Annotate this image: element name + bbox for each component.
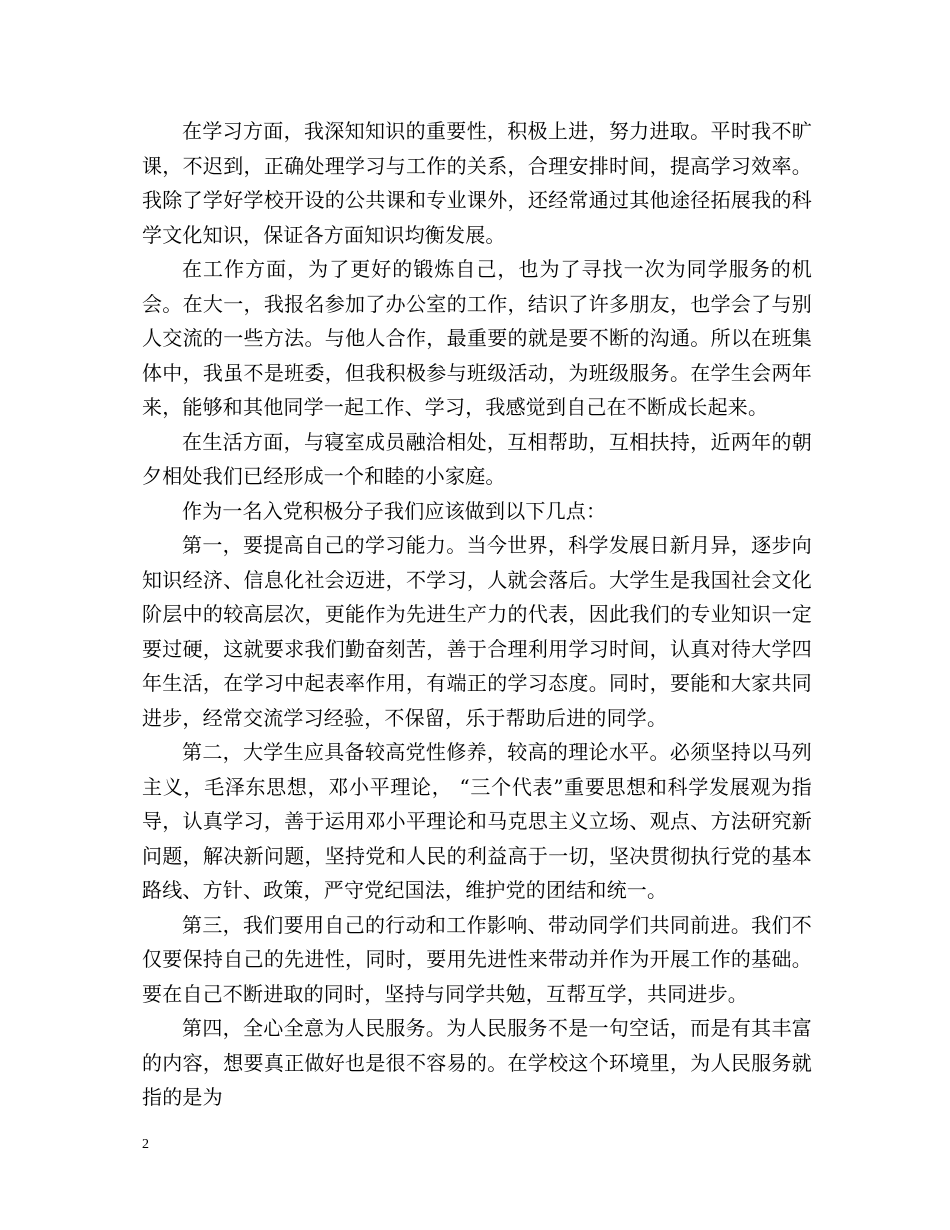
paragraph-point-four: 第四，全心全意为人民服务。为人民服务不是一句空话，而是有其丰富的内容，想要真正做好也是很不容易的。在学校这个环境里，为人民服务就指的是为 — [142, 1016, 812, 1109]
paragraph-point-two: 第二，大学生应具备较高党性修养，较高的理论水平。必须坚持以马列主义，毛泽东思想，邓小平理论， “三个代表”重要思想和科学发展观为指导，认真学习，善于运用邓小平理论和马克思主义立场、观点、方法研究新问题，解决新问题，坚持党和人民的利益高于一切，坚决贯彻执行党的基本路线、方针、政策，严守党纪国法，维护党的团结和统一。 — [142, 740, 812, 902]
paragraph-point-one: 第一，要提高自己的学习能力。当今世界，科学发展日新月异，逐步向知识经济、信息化社会迈进，不学习，人就会落后。大学生是我国社会文化阶层中的较高层次，更能作为先进生产力的代表，因此我们的专业知识一定要过硬，这就要求我们勤奋刻苦，善于合理利用学习时间，认真对待大学四年生活，在学习中起表率作用，有端正的学习态度。同时，要能和大家共同进步，经常交流学习经验，不保留，乐于帮助后进的同学。 — [142, 533, 812, 730]
paragraph-intro-points: 作为一名入党积极分子我们应该做到以下几点： — [182, 498, 607, 523]
paragraph-work: 在工作方面，为了更好的锻炼自己，也为了寻找一次为同学服务的机会。在大一，我报名参加了办公室的工作，结识了许多朋友，也学会了与别人交流的一些方法。与他人合作，最重要的就是要不断的沟通。所以在班集体中，我虽不是班委，但我积极参与班级活动，为班级服务。在学生会两年来，能够和其他同学一起工作、学习，我感觉到自己在不断成长起来。 — [142, 257, 812, 419]
paragraph-point-three: 第三，我们要用自己的行动和工作影响、带动同学们共同前进。我们不仅要保持自己的先进性，同时，要用先进性来带动并作为开展工作的基础。要在自己不断进取的同时，坚持与同学共勉，互帮互学，共同进步。 — [142, 912, 812, 1006]
paragraph-study: 在学习方面，我深知知识的重要性，积极上进，努力进取。平时我不旷课，不迟到，正确处理学习与工作的关系，合理安排时间，提高学习效率。我除了学好学校开设的公共课和专业课外，还经常通过其他途径拓展我的科学文化知识，保证各方面知识均衡发展。 — [142, 119, 812, 247]
paragraph-life: 在生活方面，与寝室成员融洽相处，互相帮助，互相扶持，近两年的朝夕相处我们已经形成一个和睦的小家庭。 — [142, 429, 812, 488]
body-text — [142, 114, 812, 1115]
page-number: 2 — [142, 1137, 149, 1152]
